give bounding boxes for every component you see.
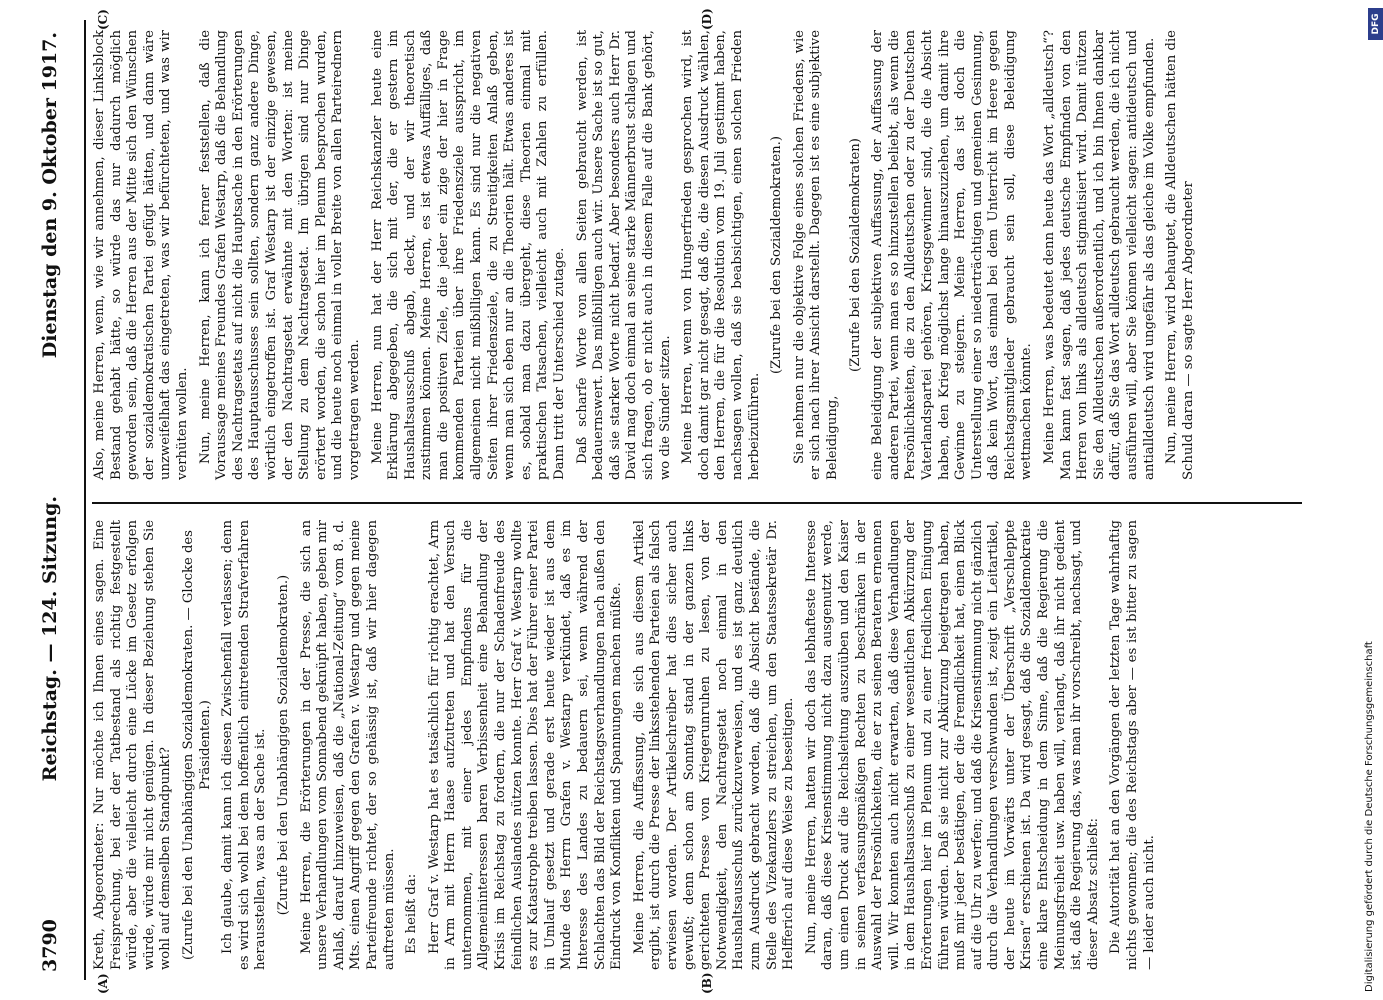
paragraph: Meine Herren, was bedeutet denn heute das Wort „alldeutsch“? Man kann fast sagen, daß jedes deutsche Empfinden von den Herren von links als alldeutsch stigmatisiert wird. Damit nützen Sie den Alldeutschen außerordentlich, und ich bin Ihnen dankbar dafür, daß Sie das Wort alldeutsch gebraucht werden, die ich nicht ausführen will, aber Sie können vielleicht sagen: antideutsch und antialldeutsch wird ungefähr als das gleiche im Volke empfunden.	[1042, 30, 1157, 480]
interjection: (Zurufe bei den Sozialdemokraten.)	[769, 135, 785, 375]
paragraph: Es heißt da:	[404, 873, 420, 954]
interjection: (Zurufe bei den Unabhängigen Sozialdemokraten. — Glocke des Präsidenten.)	[180, 530, 213, 960]
dfg-logo-text: DFG	[1371, 13, 1381, 35]
paragraph: Meine Herren, die Auffassung, die sich aus diesem Artikel ergibt, ist durch die Presse der linksstehenden Parteien als falsch erwiesen worden. Der Artikelschreiber hat dies sicher auch gewußt; denn schon am Sonntag stand in der ganzen links gerichteten Presse von Kriegerunruhen zu lesen, von der Notwendigkeit, den Nachtragsetat noch einmal in den Haushaltsausschuß zurückzuverweisen, und es ist ganz deutlich zum Ausdruck gebracht worden, daß die Absicht bestände, die Stelle des Vizekanzlers zu streichen, um den Staatssekretär Dr. Helfferich auf diese Weise zu beseitigen.	[631, 520, 797, 970]
paragraph: Ich glaube, damit kann ich diesen Zwischenfall verlassen; denn es wird sich wohl bei dem hoffentlich eintretenden Strafverfahren herausstellen, was an der Sache ist.	[220, 520, 269, 970]
paragraph: Kreth, Abgeordneter: Nur möchte ich Ihnen eines sagen. Eine Freisprechung, bei der der Tatbestand als richtig festgestellt würde, aber die vielleicht durch eine Lücke im Gesetz erfolgen würde, würde mir nicht genügen. In dieser Beziehung stehen Sie wohl auf demselben Standpunkt?	[92, 520, 174, 970]
margin-mark-a: (A)	[96, 973, 110, 994]
right-text-column	[92, 30, 1203, 480]
paragraph: Meine Herren, wenn von Hungerfrieden gesprochen wird, ist doch damit gar nicht gesagt, daß die, die diesen Ausdruck wählen, den Herren, die für die Resolution vom 19. Juli gestimmt haben, nachsagen wollen, daß sie beabsichtigen, einen solchen Frieden herbeizuführen.	[680, 30, 762, 480]
page-header	[30, 32, 70, 972]
interjection: (Zurufe bei den Unabhängigen Sozialdemokraten.)	[275, 574, 291, 916]
left-running-title: Reichstag. — 124. Sitzung.	[39, 496, 61, 782]
column-divider	[92, 502, 1302, 504]
left-text-column	[92, 520, 1164, 970]
margin-mark-c: (C)	[96, 9, 110, 30]
quotation: Herr Graf v. Westarp hat es tatsächlich für richtig erachtet, Arm in Arm mit Herrn Haase aufzutreten und hat den Versuch unternommen, mit einer jedes Empfindens für die Allgemeininteressen baren Verbissenheit eine Behandlung der Krisis im Reichstag zu fordern, die nur der Schadenfreude des feindlichen Auslandes nützen konnte. Herr Graf v. Westarp wollte es zur Katastrophe treiben lassen. Dies hat der Führer einer Partei in Umlauf gesetzt und gerade erst heute wieder ist aus dem Munde des Herrn Grafen v. Westarp verkündet, daß es im Interesse des Landes zu bedauern sei, wenn während der Schlachten das Bild der Reichstagsverhandlungen nach außen den Eindruck von Konflikten und Spannungen machen müßte.	[426, 520, 625, 970]
credit-text: Digitalisierung gefördert durch die Deutsche Forschungsgemeinschaft	[1364, 641, 1375, 992]
dfg-logo	[1368, 8, 1383, 40]
paragraph: Nun, meine Herren, hatten wir doch das lebhafteste Interesse daran, daß diese Krisenstimmung nicht dazu ausgenutzt werde, um einen Druck auf die Reichsleitung auszuüben und den Kaiser in seinen verfassungsmäßigen Rechten zu beschränken in der Auswahl der Persönlichkeiten, die er zu seinen Beratern ernennen will. Wir konnten auch nicht erwarten, daß diese Verhandlungen in dem Haushaltsausschuß zu einer wesentlichen Abkürzung der Erörterungen hier im Plenum und zu einer friedlichen Einigung führen würden. Daß sie nicht zur Abkürzung beigetragen haben, muß mir jeder bestätigen, der die Fremdlichkeit hat, einen Blick auf die Uhr zu werfen; und daß die Krisenstimmung nicht gänzlich durch die Verhandlungen verschwunden ist, zeigt ein Leitartikel, der heute im Vorwärts unter der Überschrift „Verschleppte Krisen“ erschienen ist. Da wird gesagt, daß die Sozialdemokratie eine klare Entscheidung in dem Sinne, daß die Regierung die Meinungsfreiheit usw. haben will, verlangt, daß ihr nicht gedient ist, daß die Regierung das, was man ihr vorschreibt, nachsagt, und dieser Absatz schließt:	[803, 520, 1101, 970]
quotation: Die Autorität hat an den Vorgängen der letzten Tage wahrhaftig nichts gewonnen; die des Reichstags aber — es ist bitter zu sagen — leider auch nicht.	[1108, 520, 1157, 970]
paragraph: Nun, meine Herren, kann ich ferner feststellen, daß die Voraussage meines Freundes Grafen Westarp, daß die Behandlung des Nachtragsetats auf nicht die Hauptsache in den Erörterungen des Hauptausschusses sein sollten, sondern ganz andere Dinge, wörtlich eingetroffen ist. Graf Westarp ist der einzige gewesen, der den Nachtragsetat erwähnte mit den Worten: ist meine Stellung zu dem Nachtragsetat. Im übrigen sind nur Dinge erörtert worden, die schon hier im Plenum besprochen wurden, und die heute noch einmal in voller Breite von allen Parteirednern vorgetragen werden.	[197, 30, 362, 480]
paragraph: eine Beleidigung der subjektiven Auffassung, der Auffassung der anderen Partei, wenn man es so hinzustellen beliebt, als wenn die Persönlichkeiten, die zu den Alldeutschen oder zu der Deutschen Vaterlandspartei gehören, Kriegsgewinner sind, die die Absicht haben, den Krieg möglichst lange hinauszuziehen, um damit ihre Gewinne zu steigern. Meine Herren, das ist doch die Unterstellung einer so niederträchtigen und gemeinen Gesinnung, daß kein Wort, das einmal bei dem Unterricht im Heere gegen Reichstagsmitglieder gebraucht sein soll, diese Beleidigung wettmachen könnte.	[870, 30, 1035, 480]
page-number: 3790	[39, 919, 61, 972]
interjection: (Zurufe bei den Sozialdemokraten)	[847, 138, 863, 372]
paragraph: Nun, meine Herren, wird behauptet, die Alldeutschen hätten die Schuld daran — so sagte Herr Abgeordneter	[1164, 30, 1196, 480]
paragraph: Meine Herren, die Erörterungen in der Presse, die sich an unsere Verhandlungen vom Sonnabend geknüpft haben, geben mir Anlaß, darauf hinzuweisen, daß die „National-Zeitung“ vom 8. d. Mts. einen Angriff gegen den Grafen v. Westarp und gegen meine Parteifreunde richtet, der so gehässig ist, daß wir hier dagegen auftreten müssen.	[298, 520, 397, 970]
paragraph: Daß scharfe Worte von allen Seiten gebraucht werden, ist bedauernswert. Das mißbilligen auch wir. Unsere Sache ist so gut, daß sie starker Worte nicht bedarf. Aber besonders auch Herr Dr. David mag doch einmal an seine starke Männerbrust schlagen und sich fragen, ob er nicht auch in diesem Falle auf die Bank gehört, wo die Sünder sitzen.	[574, 30, 673, 480]
margin-mark-b: (B)	[700, 972, 714, 994]
right-running-title: Dienstag den 9. Oktober 1917.	[39, 32, 61, 359]
paragraph: Meine Herren, nun hat der Herr Reichskanzler heute eine Erklärung abgegeben, die sich mit der, die er gestern im Haushaltsausschuß abgab, deckt, und der wir theoretisch zustimmen können. Meine Herren, es ist etwas Auffälliges, daß man die positiven Ziele, die jeder ein zige der hier in Frage kommenden Parteien über ihre Friedensziele ausspricht, im allgemeinen nicht mißbilligen kann. Es sind nur die negativen Seiten ihrer Friedensziele, die zu Streitigkeiten Anlaß geben, wenn man sich eben nur an die Theorien hält. Etwas anderes ist es, sobald man dazu übergeht, diese Theorien einmal mit praktischen Tatsachen, vielleicht auch mit Zahlen zu erfüllen. Dann tritt der Unterschied zutage.	[369, 30, 568, 480]
digitization-credit	[1362, 44, 1378, 992]
paragraph: Sie nehmen nur die objektive Folge eines solchen Friedens, wie er sich nach ihrer Ansicht darstellt. Dagegen ist es eine subjektive Beleidigung,	[791, 30, 840, 480]
paragraph: Also, meine Herren, wenn, wie wir annehmen, dieser Linksblock Bestand gehabt hätte, so würde das nur dadurch möglich geworden sein, daß die Herren aus der Mitte sich den Wünschen der sozialdemokratischen Partei gefügt hätten, und dann wäre unzweifelhaft das eingetreten, was wir befürchteten, und was wir verhüten wollen.	[92, 30, 190, 480]
header-rule	[84, 20, 86, 980]
margin-mark-d: (D)	[700, 8, 714, 30]
